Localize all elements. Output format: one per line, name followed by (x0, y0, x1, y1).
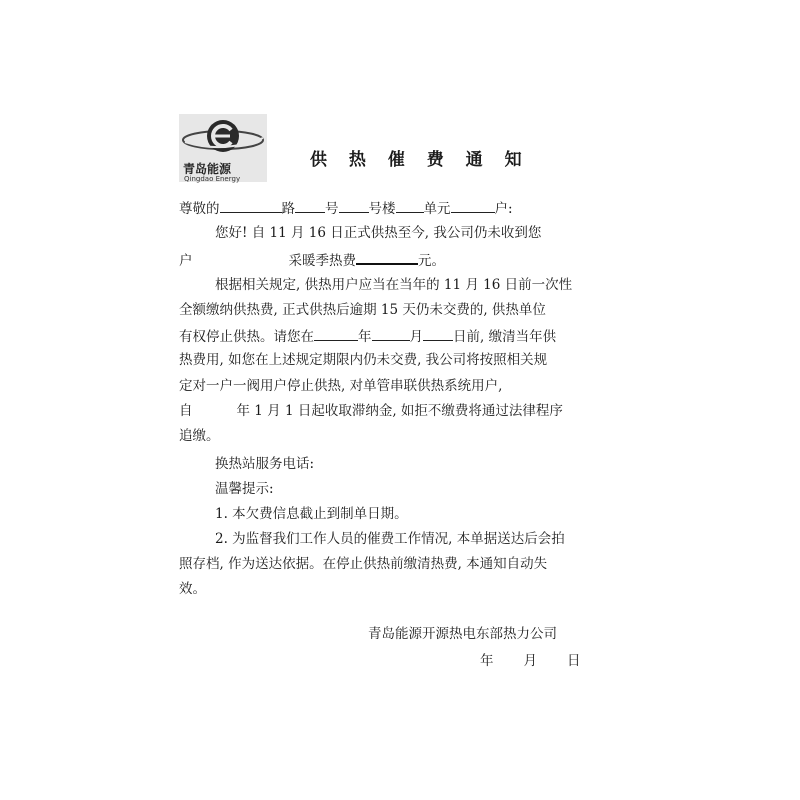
company-logo (179, 114, 267, 182)
service-phone-label: 换热站服务电话: (215, 456, 315, 472)
tip-item-1: 1. 本欠费信息截止到制单日期。 (215, 506, 408, 522)
household-blank (451, 198, 495, 213)
signature-month: 月 (523, 653, 537, 669)
tip-item-2-line-2: 照存档, 作为送达依据。在停止供热前缴清热费, 本通知自动失 (179, 556, 548, 572)
salutation-prefix: 尊敬的 (179, 201, 220, 217)
salutation-line (179, 198, 513, 218)
signature-day: 日 (567, 653, 581, 669)
deadline-year-blank (314, 326, 358, 341)
signature-company: 青岛能源开源热电东部热力公司 (368, 626, 557, 642)
building-label: 号楼 (368, 201, 396, 217)
greeting-yuan: 元。 (418, 253, 445, 269)
tip-item-2-line-3: 效。 (179, 581, 206, 597)
body-line-5: 定对一户一阀用户停止供热, 对单管串联供热系统用户, (179, 378, 503, 394)
body-line-1: 根据相关规定, 供热用户应当在当年的 11 月 16 日前一次性 (215, 277, 573, 293)
building-blank (339, 198, 369, 213)
unit-blank (396, 198, 424, 213)
greeting-household: 户 (179, 253, 193, 269)
body-line-3-d: 日前, 缴清当年供 (453, 329, 557, 345)
number-blank (295, 198, 325, 213)
deadline-day-blank (423, 326, 453, 341)
body-line-4: 热费用, 如您在上述规定期限内仍未交费, 我公司将按照相关规 (179, 352, 548, 368)
road-blank (220, 198, 282, 213)
body-line-3-b: 年 (358, 329, 372, 345)
signature-year: 年 (480, 653, 494, 669)
household-label: 户: (494, 201, 513, 217)
energy-e-icon (179, 114, 267, 164)
body-line-6 (179, 402, 563, 420)
body-line-6-a: 自 (179, 403, 193, 419)
greeting-season-fee: 采暖季热费 (288, 253, 356, 269)
tips-heading: 温馨提示: (215, 481, 274, 497)
body-line-3 (179, 326, 556, 346)
unit-label: 单元 (423, 201, 451, 217)
tip-item-2-line-1: 2. 为监督我们工作人员的催费工作情况, 本单据送达后会拍 (215, 531, 565, 547)
greeting-line-1: 您好! 自 11 月 16 日正式供热至今, 我公司仍未收到您 (215, 225, 542, 241)
amount-blank (356, 249, 418, 265)
notice-title: 供 热 催 费 通 知 (310, 150, 530, 170)
number-label: 号 (325, 201, 339, 217)
road-label: 路 (281, 201, 295, 217)
deadline-month-blank (372, 326, 410, 341)
body-line-6-b: 年 1 月 1 日起收取滞纳金, 如拒不缴费将通过法律程序 (236, 403, 563, 419)
body-line-7: 追缴。 (179, 428, 220, 444)
logo-name-en: Qingdao Energy (184, 175, 241, 183)
body-line-2: 全额缴纳供热费, 正式供热后逾期 15 天仍未交费的, 供热单位 (179, 302, 546, 318)
body-line-3-a: 有权停止供热。请您在 (179, 329, 314, 345)
body-line-3-c: 月 (409, 329, 423, 345)
signature-date (480, 652, 581, 670)
logo-name-cn: 青岛能源 (183, 162, 232, 176)
greeting-line-2 (179, 249, 445, 270)
